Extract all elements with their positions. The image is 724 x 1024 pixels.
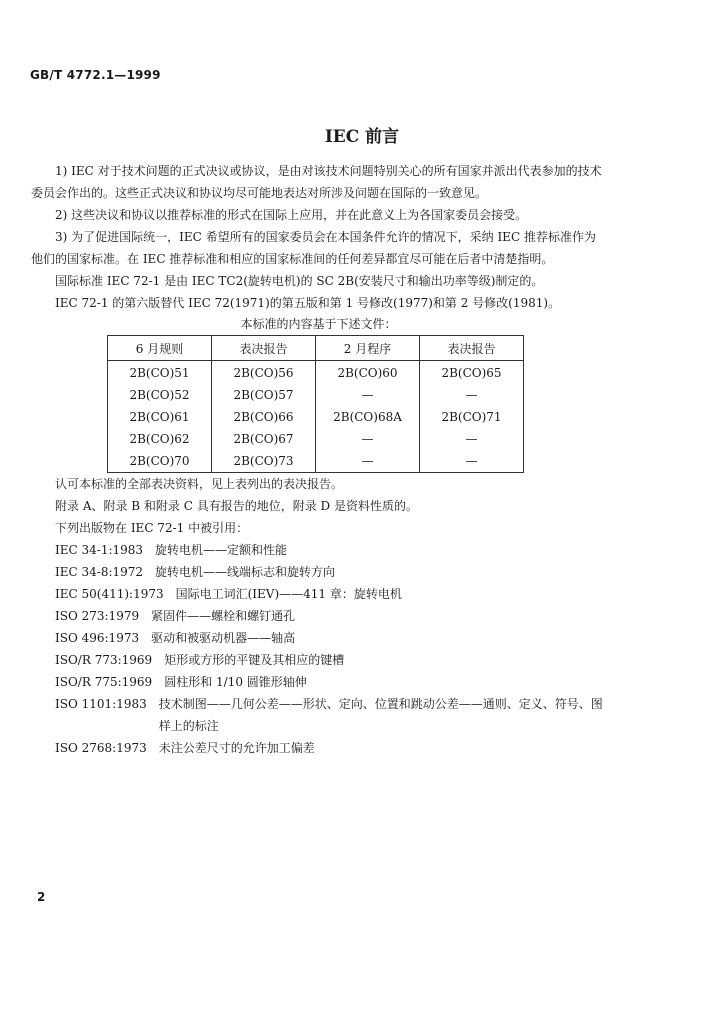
reference-item xyxy=(31,627,606,649)
reference-code: ISO 2768:1973 xyxy=(55,741,147,755)
reference-title: 旋转电机——线端标志和旋转方向 xyxy=(155,565,336,579)
table-cell: 2B(CO)56 xyxy=(212,361,316,385)
reference-item xyxy=(31,561,606,583)
reference-code: IEC 34-1:1983 xyxy=(55,543,144,557)
reference-title: 旋转电机——定额和性能 xyxy=(155,543,288,557)
table-cell: 2B(CO)57 xyxy=(212,384,316,406)
paragraph-5: IEC 72-1 的第六版替代 IEC 72(1971)的第五版和第 1 号修改(1977)和第 2 号修改(1981)。 xyxy=(55,296,561,310)
table-header-row xyxy=(108,336,524,361)
reference-code: ISO/R 775:1969 xyxy=(55,675,153,689)
reference-code: ISO 1101:1983 xyxy=(55,697,147,711)
reference-item xyxy=(31,737,606,759)
reference-title: 驱动和被驱动机器——轴高 xyxy=(151,631,296,645)
table-cell: 2B(CO)65 xyxy=(420,361,524,385)
table-cell: 2B(CO)51 xyxy=(108,361,212,385)
table-header-cell: 6 月规则 xyxy=(108,336,212,361)
paragraph-2: 2) 这些决议和协议以推荐标准的形式在国际上应用，并在此意义上为各国家委员会接受。 xyxy=(55,208,528,222)
table-cell: 2B(CO)66 xyxy=(212,406,316,428)
table-cell: — xyxy=(316,384,420,406)
page-title: IEC 前言 xyxy=(324,127,400,147)
table-cell: 2B(CO)52 xyxy=(108,384,212,406)
table-cell: 2B(CO)67 xyxy=(212,428,316,450)
table-cell: — xyxy=(316,428,420,450)
references-intro: 下列出版物在 IEC 72-1 中被引用： xyxy=(55,521,249,535)
reference-title: 矩形或方形的平键及其相应的键槽 xyxy=(164,653,345,667)
table-header-cell: 2 月程序 xyxy=(316,336,420,361)
reference-item xyxy=(31,583,606,605)
reference-title: 紧固件——螺栓和螺钉通孔 xyxy=(151,609,296,623)
table-cell: 2B(CO)60 xyxy=(316,361,420,385)
annex-status-note: 附录 A、附录 B 和附录 C 具有报告的地位，附录 D 是资料性质的。 xyxy=(55,499,418,513)
table-cell: — xyxy=(420,450,524,473)
table-cell: 2B(CO)61 xyxy=(108,406,212,428)
reference-code: IEC 50(411):1973 xyxy=(55,587,164,601)
reference-title: 圆柱形和 1/10 圆锥形轴伸 xyxy=(164,675,307,689)
document-body xyxy=(31,160,606,759)
reference-item xyxy=(31,649,606,671)
table-cell: 2B(CO)71 xyxy=(420,406,524,428)
table-row xyxy=(108,361,524,385)
table-cell: — xyxy=(420,428,524,450)
table-cell: 2B(CO)68A xyxy=(316,406,420,428)
reference-code: ISO/R 773:1969 xyxy=(55,653,153,667)
table-cell: — xyxy=(420,384,524,406)
reference-code: ISO 273:1979 xyxy=(55,609,140,623)
table-row xyxy=(108,428,524,450)
reference-code: ISO 496:1973 xyxy=(55,631,140,645)
paragraph-1: 1) IEC 对于技术问题的正式决议或协议，是由对该技术问题特别关心的所有国家并派出代表参加的技术委员会作出的。这些正式决议和协议均尽可能地表达对所涉及问题在国际的一致意见。 xyxy=(31,164,602,200)
voting-documents-table xyxy=(107,335,524,473)
table-cell: — xyxy=(316,450,420,473)
table-row xyxy=(108,406,524,428)
table-row xyxy=(108,450,524,473)
reference-item xyxy=(31,605,606,627)
page-number: 2 xyxy=(37,890,46,904)
reference-title: 未注公差尺寸的允许加工偏差 xyxy=(158,741,315,755)
table-cell: 2B(CO)62 xyxy=(108,428,212,450)
paragraph-4: 国际标准 IEC 72-1 是由 IEC TC2(旋转电机)的 SC 2B(安装尺寸和输出功率等级)制定的。 xyxy=(55,274,544,288)
reference-title: 技术制图——几何公差——形状、定向、位置和跳动公差——通则、定义、符号、图样上的标注 xyxy=(158,697,603,733)
table-cell: 2B(CO)70 xyxy=(108,450,212,473)
reference-item xyxy=(31,693,606,737)
paragraph-3: 3) 为了促进国际统一，IEC 希望所有的国家委员会在本国条件允许的情况下，采纳 IEC 推荐标准作为他们的国家标准。在 IEC 推荐标准和相应的国家标准间的任何差异都宜尽可能在后者中清楚指明。 xyxy=(31,230,596,266)
document-number: GB/T 4772.1—1999 xyxy=(30,68,161,82)
table-header-cell: 表决报告 xyxy=(212,336,316,361)
reference-item xyxy=(31,539,606,561)
reference-item xyxy=(31,671,606,693)
approval-note: 认可本标准的全部表决资料，见上表列出的表决报告。 xyxy=(55,477,344,491)
table-header-cell: 表决报告 xyxy=(420,336,524,361)
reference-list xyxy=(31,539,606,759)
table-cell: 2B(CO)73 xyxy=(212,450,316,473)
table-row xyxy=(108,384,524,406)
reference-code: IEC 34-8:1972 xyxy=(55,565,144,579)
table-caption: 本标准的内容基于下述文件： xyxy=(240,317,397,331)
reference-title: 国际电工词汇(IEV)——411 章：旋转电机 xyxy=(175,587,402,601)
